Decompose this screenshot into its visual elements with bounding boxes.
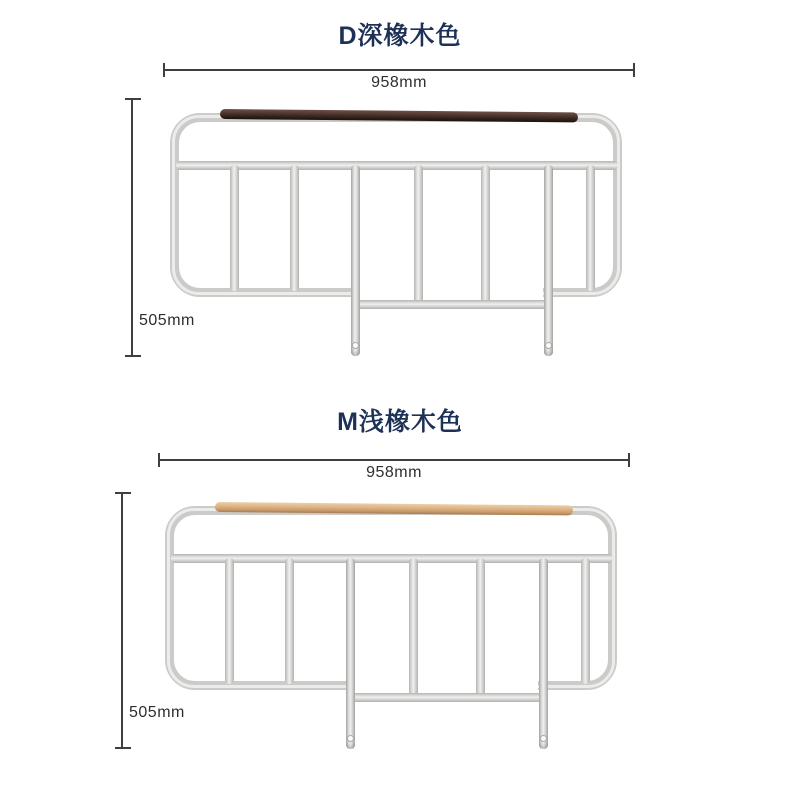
height-label: 505mm (129, 704, 185, 721)
dimension-line (158, 459, 630, 461)
vertical-bar (414, 165, 423, 305)
bottom-crossbar (348, 693, 546, 702)
left-leg (351, 165, 360, 356)
dimension-line (131, 98, 133, 357)
bed-rail-light-oak (157, 496, 627, 756)
mounting-hole (353, 343, 358, 348)
dimension-tick-bottom (115, 747, 131, 749)
vertical-bar (230, 165, 239, 291)
width-dimension (163, 63, 635, 91)
right-leg (539, 558, 548, 749)
width-label: 958mm (371, 74, 427, 91)
frame-highlight (167, 508, 615, 688)
mounting-hole (348, 736, 353, 741)
mounting-hole (541, 736, 546, 741)
vertical-bar (581, 558, 590, 684)
frame-highlight (172, 115, 620, 295)
dimension-tick-top (115, 492, 131, 494)
vertical-bar (225, 558, 234, 684)
mounting-hole (546, 343, 551, 348)
vertical-bar (290, 165, 299, 291)
dimension-tick-top (125, 98, 141, 100)
bed-rail-dark-oak (162, 103, 632, 363)
dimension-line (163, 69, 635, 71)
product-title-light-oak: M浅橡木色 (337, 408, 463, 436)
vertical-bar (409, 558, 418, 698)
bottom-gap-cover (360, 286, 543, 299)
vertical-bar (481, 165, 490, 305)
vertical-bar (285, 558, 294, 684)
height-dimension (115, 492, 185, 749)
product-title-dark-oak: D深橡木色 (338, 22, 462, 50)
dimension-line (121, 492, 123, 749)
width-dimension (158, 453, 630, 481)
height-dimension (125, 98, 195, 357)
right-leg (544, 165, 553, 356)
dimension-tick-bottom (125, 355, 141, 357)
height-label: 505mm (139, 312, 195, 329)
width-label: 958mm (366, 464, 422, 481)
bottom-gap-cover (355, 679, 538, 692)
left-leg (346, 558, 355, 749)
bottom-crossbar (353, 300, 551, 309)
vertical-bar (476, 558, 485, 698)
vertical-bar (586, 165, 595, 291)
